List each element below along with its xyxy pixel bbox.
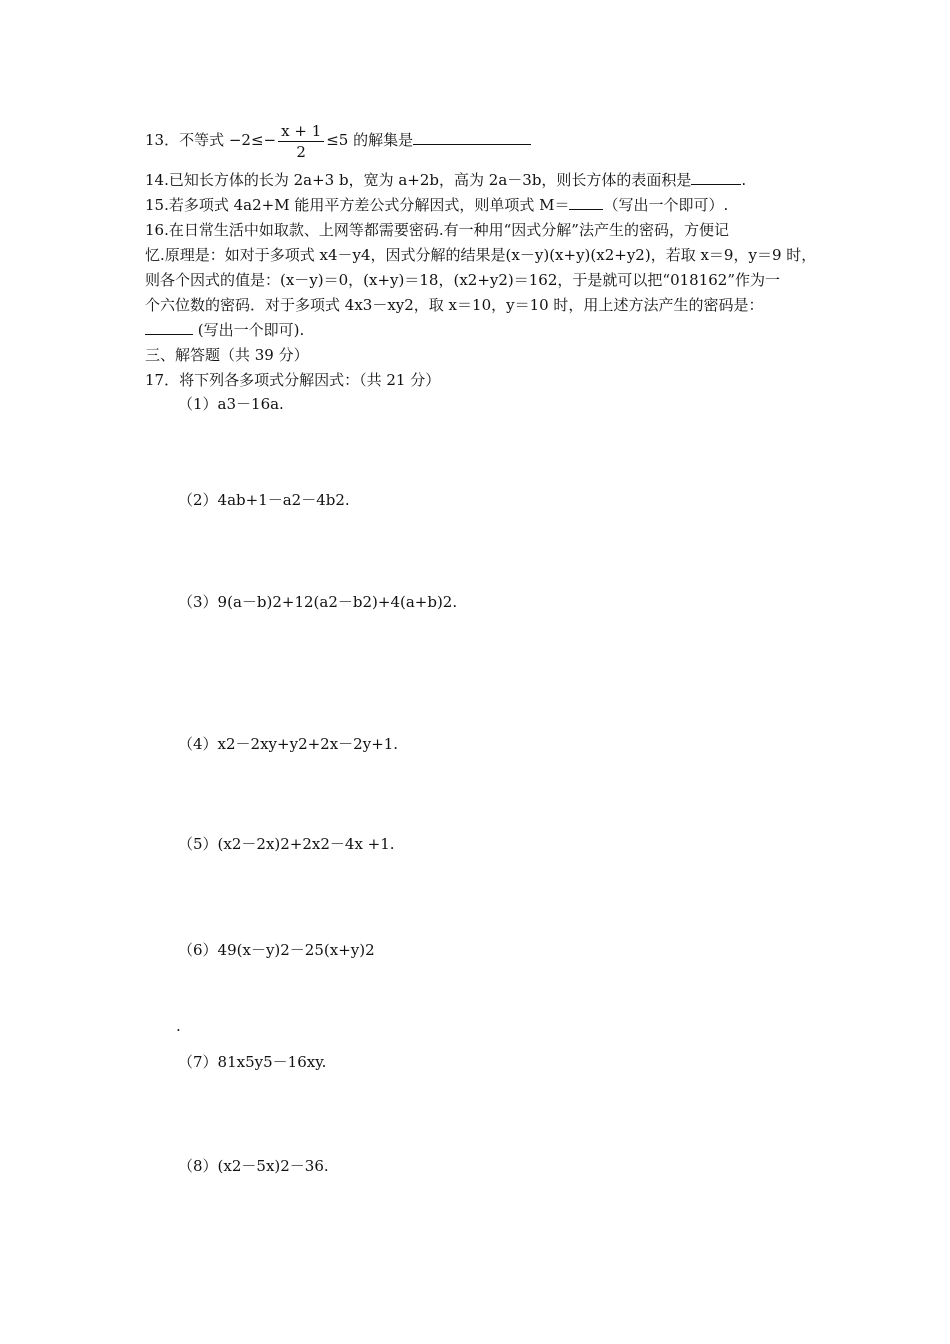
question-16-line-1: 16.在日常生活中如取款、上网等都需要密码.有一种用“因式分解”法产生的密码，方便记 <box>145 221 729 239</box>
sub-question-2: （2）4ab+1－a2－4b2. <box>178 491 350 509</box>
answer-blank[interactable] <box>145 318 193 335</box>
question-13: 13．不等式 −2≤− $\frac{x + 1}{2}$ ≤5 的解集是 <box>145 118 810 162</box>
sub-question-3: （3）9(a－b)2+12(a2－b2)+4(a+b)2. <box>178 593 458 611</box>
answer-blank[interactable] <box>569 193 603 210</box>
sub-question-7: （7）81x5y5－16xy. <box>178 1053 327 1071</box>
fraction: $\frac{x + 1}{2}$ <box>278 121 324 162</box>
sub-question-8: （8）(x2－5x)2－36. <box>178 1157 329 1175</box>
question-16-line-3: 则各个因式的值是：(x－y)＝0，(x+y)＝18，(x2+y2)＝162，于是就可以把“018162”作为一 <box>145 271 780 289</box>
stray-dot: . <box>176 1017 181 1035</box>
section-heading: 三、解答题（共 39 分） <box>145 346 309 364</box>
question-number: 13 <box>145 131 165 149</box>
question-16-line-5: (写出一个即可). <box>145 318 810 342</box>
sub-question-5: （5）(x2－2x)2+2x2－4x +1. <box>178 835 395 853</box>
answer-blank[interactable] <box>691 168 741 185</box>
sub-question-1: （1）a3－16a. <box>178 395 284 413</box>
question-14: 14.已知长方体的长为 2a+3 b，宽为 a+2b，高为 2a－3b，则长方体的表面积是 . <box>145 168 810 192</box>
question-16-line-4: 个六位数的密码．对于多项式 4x3－xy2，取 x＝10，y＝10 时，用上述方法产生的密码是： <box>145 296 764 314</box>
sub-question-6: （6）49(x－y)2－25(x+y)2 <box>178 941 375 959</box>
answer-blank[interactable] <box>413 128 531 145</box>
question-15: 15.若多项式 4a2+M 能用平方差公式分解因式，则单项式 M＝ （写出一个即可）. <box>145 193 810 217</box>
question-16-line-2: 忆.原理是：如对于多项式 x4－y4，因式分解的结果是(x－y)(x+y)(x2+y2)，若取 x＝9，y＝9 时， <box>145 246 817 264</box>
sub-question-4: （4）x2－2xy+y2+2x－2y+1. <box>178 735 399 753</box>
question-17: 17．将下列各多项式分解因式：（共 21 分） <box>145 371 441 389</box>
